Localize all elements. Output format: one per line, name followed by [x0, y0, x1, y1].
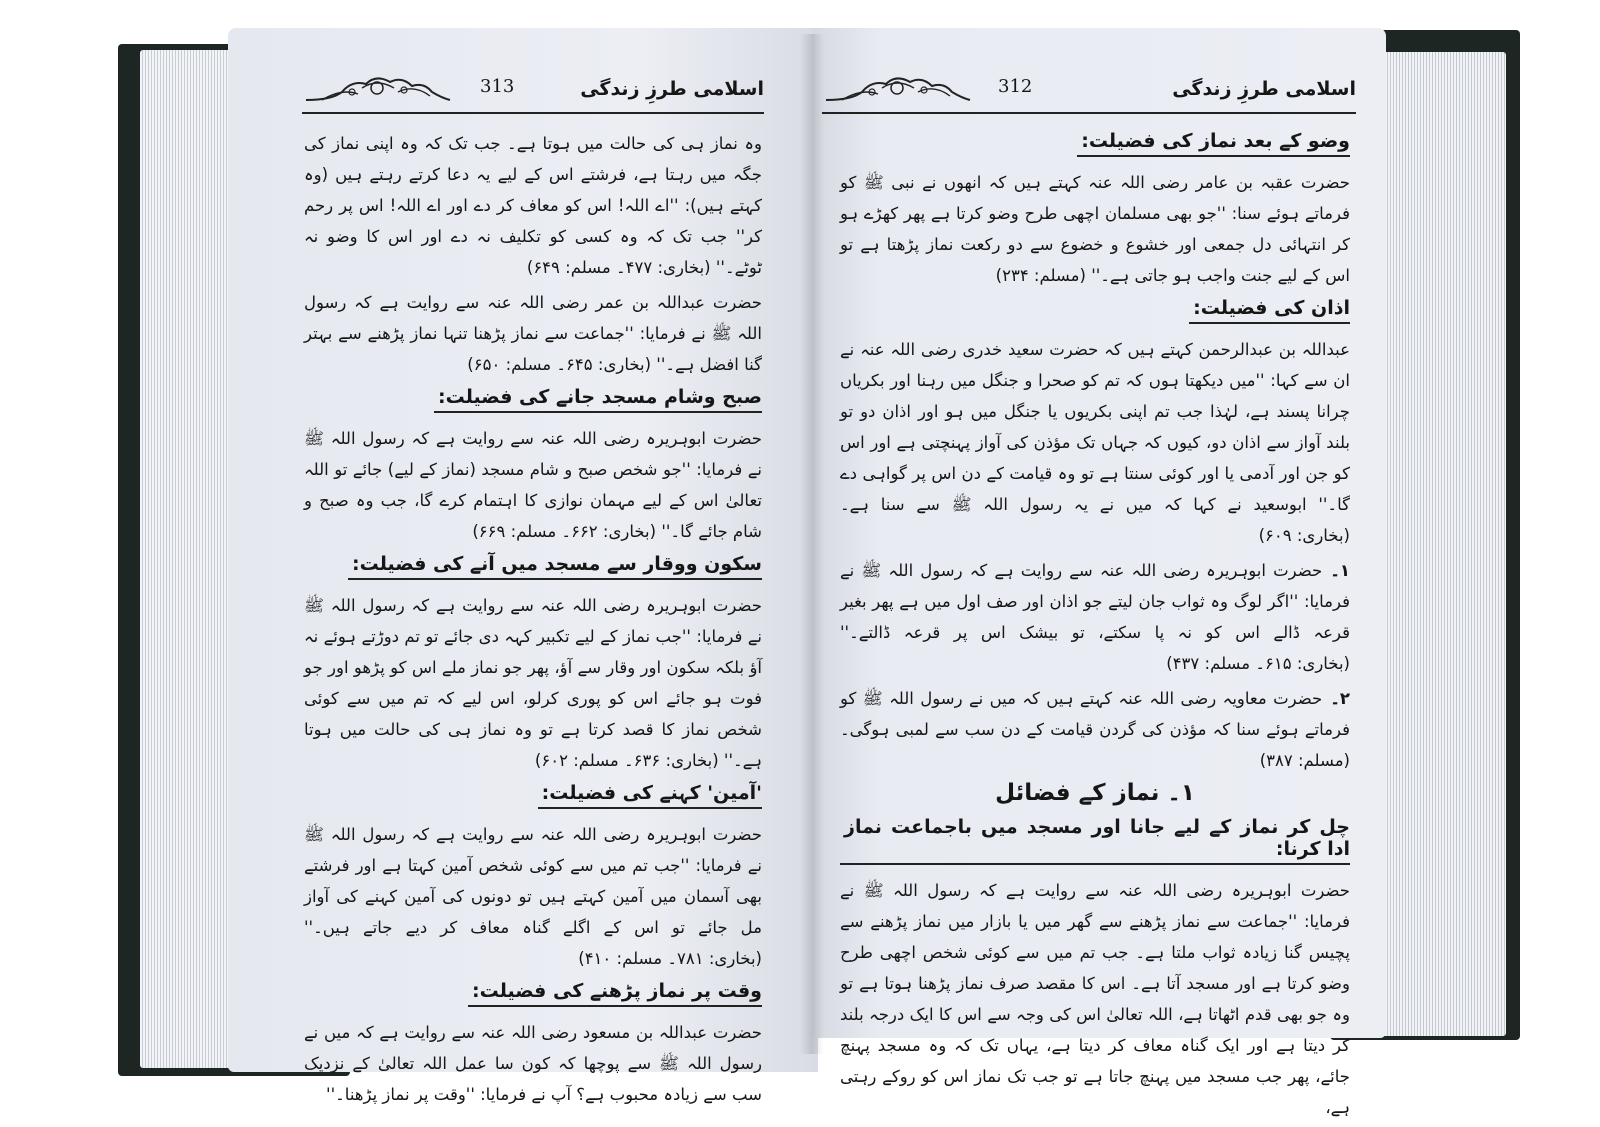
header-ornament-icon — [302, 70, 452, 106]
text-paragraph: حضرت عقبہ بن عامر رضی اللہ عنہ کہتے ہیں کہ انھوں نے نبی ﷺ کو فرماتے ہوئے سنا: ''جو بھی مسلمان اچھی طرح وضو کرتا ہے پھر کھڑے ہو کر انتہائی دل جمعی اور خشوع و خضوع سے دو رکعت نماز پڑھتا ہے تو اس کے لیے جنت واجب ہو جاتی ہے۔'' (مسلم: ۲۳۴) — [840, 173, 1350, 285]
right-page-content — [840, 128, 1350, 1127]
page-number: 312 — [998, 76, 1033, 97]
chapter-heading: ۱۔ نماز کے فضائل — [995, 780, 1195, 806]
header-rule — [302, 112, 764, 114]
numbered-paragraph: ۱۔حضرت ابوہریرہ رضی اللہ عنہ سے روایت ہے کہ رسول اللہ ﷺ نے فرمایا: ''اگر لوگ وہ ثواب جان لیتے جو اذان اور صف اول میں ہے پھر بغیر قرعہ ڈالے اس کو نہ پا سکتے، تو بیشک اس پر قرعہ ڈالتے۔'' (بخاری: ۶۱۵۔ مسلم: ۴۳۷) — [840, 561, 1350, 673]
left-page-content — [304, 128, 762, 1114]
section-heading: 'آمین' کہنے کی فضیلت: — [538, 782, 762, 809]
header-rule — [822, 112, 1356, 114]
page-number: 313 — [480, 76, 515, 97]
page-stack-right — [1376, 52, 1506, 1036]
section-heading: وضو کے بعد نماز کی فضیلت: — [1077, 130, 1350, 157]
right-page-header — [822, 68, 1356, 118]
running-title: اسلامی طرزِ زندگی — [580, 78, 764, 100]
text-paragraph: عبداللہ بن عبدالرحمن کہتے ہیں کہ حضرت سعید خدری رضی اللہ عنہ نے ان سے کہا: ''میں دیکھتا ہوں کہ تم کو صحرا و جنگل میں رہنا اور بکریاں چرانا پسند ہے، لہٰذا جب تم اپنی بکریوں یا جنگل میں ہو اور اذان دو تو بلند آواز سے اذان دو، کیوں کہ جہاں تک مؤذن کی آواز پہنچتی ہے اور اس کو جن اور آدمی یا اور کوئی سنتا ہے تو وہ قیامت کے دن اس پر گواہی دے گا۔'' ابوسعید نے کہا کہ میں نے یہ رسول اللہ ﷺ سے سنا ہے۔ (بخاری: ۶۰۹) — [840, 340, 1350, 545]
section-heading: چل کر نماز کے لیے جانا اور مسجد میں باجماعت نماز ادا کرنا: — [840, 816, 1350, 865]
text-paragraph: حضرت ابوہریرہ رضی اللہ عنہ سے روایت ہے کہ رسول اللہ ﷺ نے فرمایا: ''جو شخص صبح و شام مسجد (نماز کے لیے) جائے تو اللہ تعالیٰ اس کے لیے مہمان نوازی کا اہتمام کرے گا، جب وہ صبح و شام جائے گا۔'' (بخاری: ۶۶۲۔ مسلم: ۶۶۹) — [304, 429, 762, 541]
book-gutter — [800, 34, 824, 1054]
text-paragraph: حضرت ابوہریرہ رضی اللہ عنہ سے روایت ہے کہ رسول اللہ ﷺ نے فرمایا: ''جماعت سے نماز پڑھنے سے گھر میں یا بازار میں نماز پڑھنے سے پچیس گنا زیادہ ثواب ملتا ہے۔ جب تم میں سے کوئی شخص اچھی طرح وضو کرتا ہے اور مسجد آتا ہے۔ اس کا مقصد صرف نماز پڑھنا ہوتا ہے تو وہ جو بھی قدم اٹھاتا ہے، اللہ تعالیٰ اس کی وجہ سے اس کا ایک درجہ بلند کر دیتا ہے اور ایک گناہ معاف کر دیتا ہے، یہاں تک کہ وہ مسجد پہنچ جائے، پھر جب مسجد میں پہنچ جاتا ہے تو جب تک نماز اس کو روکے رہتی ہے، — [840, 881, 1350, 1117]
section-heading: وقت پر نماز پڑھنے کی فضیلت: — [468, 980, 762, 1007]
right-page — [812, 28, 1386, 1117]
left-page-header — [302, 68, 764, 118]
section-heading: صبح وشام مسجد جانے کی فضیلت: — [434, 386, 762, 413]
text-paragraph: حضرت عبداللہ بن مسعود رضی اللہ عنہ سے روایت ہے کہ میں نے رسول اللہ ﷺ سے پوچھا کہ کون سا عمل اللہ تعالیٰ کے نزدیک سب سے زیادہ محبوب ہے؟ آپ نے فرمایا: ''وقت پر نماز پڑھنا۔'' — [304, 1023, 762, 1104]
header-ornament-icon — [822, 70, 972, 106]
section-heading: سکون ووقار سے مسجد میں آنے کی فضیلت: — [348, 553, 762, 580]
text-paragraph: حضرت ابوہریرہ رضی اللہ عنہ سے روایت ہے کہ رسول اللہ ﷺ نے فرمایا: ''جب نماز کے لیے تکبیر کہہ دی جائے تو تم دوڑتے ہوئے نہ آؤ بلکہ سکون اور وقار سے آؤ، پھر جو نماز ملے اس کو پڑھو اور جو فوت ہو جائے اس کو پوری کرلو، اس لیے کہ تم میں سے کوئی شخص نماز کا قصد کرتا ہے تو وہ نماز ہی کی حالت میں ہوتا ہے۔'' (بخاری: ۶۳۶۔ مسلم: ۶۰۲) — [304, 596, 762, 770]
running-title: اسلامی طرزِ زندگی — [1172, 78, 1356, 100]
text-paragraph: حضرت ابوہریرہ رضی اللہ عنہ سے روایت ہے کہ رسول اللہ ﷺ نے فرمایا: ''جب تم میں سے کوئی شخص آمین کہتا ہے اور فرشتے بھی آسمان میں آمین کہتے ہیں تو دونوں کی آمین کہنے کی آواز مل جائے تو اس کے اگلے گناہ معاف کر دیے جاتے ہیں۔'' (بخاری: ۷۸۱۔ مسلم: ۴۱۰) — [304, 825, 762, 968]
text-paragraph: حضرت عبداللہ بن عمر رضی اللہ عنہ سے روایت ہے کہ رسول اللہ ﷺ نے فرمایا: ''جماعت سے نماز پڑھنا تنہا نماز پڑھنے سے بہتر گنا افضل ہے۔'' (بخاری: ۶۴۵۔ مسلم: ۶۵۰) — [304, 293, 762, 374]
text-paragraph: وہ نماز ہی کی حالت میں ہوتا ہے۔ جب تک کہ وہ اپنی نماز کی جگہ میں رہتا ہے، فرشتے اس کے لیے یہ دعا کرتے رہتے ہیں (وہ کہتے ہیں): ''اے اللہ! اس کو معاف کر دے اور اے اللہ! اس پر رحم کر'' جب تک کہ وہ کسی کو تکلیف نہ دے اور اس کا وضو نہ ٹوٹے۔'' (بخاری: ۴۷۷۔ مسلم: ۶۴۹) — [304, 134, 762, 277]
left-page — [228, 28, 818, 1104]
numbered-paragraph: ۲۔حضرت معاویہ رضی اللہ عنہ کہتے ہیں کہ میں نے رسول اللہ ﷺ کو فرماتے ہوئے سنا کہ مؤذن کی گردن قیامت کے دن سب سے لمبی ہوگی۔ (مسلم: ۳۸۷) — [840, 689, 1350, 770]
section-heading: اذان کی فضیلت: — [1189, 297, 1350, 324]
